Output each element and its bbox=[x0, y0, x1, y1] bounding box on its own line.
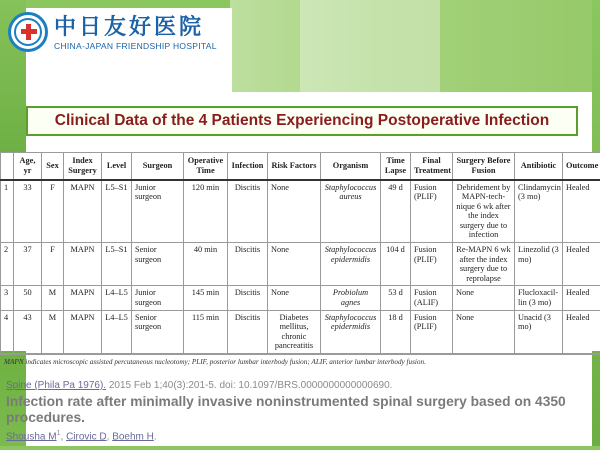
table-cell: Junior surgeon bbox=[132, 286, 184, 310]
table-cell: Probiolum agnes bbox=[321, 286, 381, 310]
table-cell: MAPN bbox=[64, 243, 102, 286]
table-cell: 33 bbox=[14, 180, 42, 243]
author-affiliation: 1 bbox=[56, 430, 61, 437]
column-header: Risk Factors bbox=[268, 153, 321, 180]
hospital-cross-emblem-icon bbox=[8, 12, 48, 52]
table-cell: Senior surgeon bbox=[132, 243, 184, 286]
author-separator: , bbox=[60, 431, 67, 443]
table-cell: Staphylococcus epidermidis bbox=[321, 310, 381, 353]
column-header: Time Lapse bbox=[381, 153, 411, 180]
table-cell: Debridement by MAPN-tech-nique 6 wk after the index surgery due to infection bbox=[453, 180, 515, 243]
table-cell: L4–L5 bbox=[102, 286, 132, 310]
table-cell: Senior surgeon bbox=[132, 310, 184, 353]
column-header bbox=[1, 153, 14, 180]
table-cell: Fusion (ALIF) bbox=[411, 286, 453, 310]
slide-title-box bbox=[26, 106, 578, 136]
data-table bbox=[0, 152, 600, 354]
column-header: Final Treatment bbox=[411, 153, 453, 180]
author-separator: , bbox=[106, 431, 113, 443]
table-cell: 37 bbox=[14, 243, 42, 286]
column-header: Outcome bbox=[563, 153, 600, 180]
table-cell: M bbox=[42, 286, 64, 310]
table-header-row bbox=[1, 153, 600, 180]
table-footnote: MAPN indicates microscopic assisted percutaneous nucleotomy; PLIF, posterior lumbar interbody fusion; ALIF, anterior lumbar interbody fusion. bbox=[0, 354, 600, 369]
table-cell: Linezolid (3 mo) bbox=[515, 243, 563, 286]
table-cell: Clindamycin (3 mo) bbox=[515, 180, 563, 243]
table-cell: Staphylococcus aureus bbox=[321, 180, 381, 243]
header-band-highlight bbox=[300, 0, 440, 92]
table-cell: None bbox=[268, 286, 321, 310]
citation-authors bbox=[6, 430, 586, 442]
table-cell: Diabetes mellitus, chronic pancreatitis bbox=[268, 310, 321, 353]
table-cell: 1 bbox=[1, 180, 14, 243]
column-header: Surgery Before Fusion bbox=[453, 153, 515, 180]
column-header: Index Surgery bbox=[64, 153, 102, 180]
column-header: Operative Time bbox=[184, 153, 228, 180]
table-cell: None bbox=[268, 243, 321, 286]
table-cell: MAPN bbox=[64, 286, 102, 310]
table-cell: Staphylococcus epidermidis bbox=[321, 243, 381, 286]
table-cell: Healed bbox=[563, 286, 600, 310]
table-cell: Unacid (3 mo) bbox=[515, 310, 563, 353]
table-cell: Flucloxacil-lin (3 mo) bbox=[515, 286, 563, 310]
table-cell: 145 min bbox=[184, 286, 228, 310]
citation-journal-line bbox=[6, 380, 586, 391]
author-link[interactable]: Shousha M bbox=[6, 431, 57, 443]
table-cell: F bbox=[42, 180, 64, 243]
journal-link[interactable]: Spine (Phila Pa 1976). bbox=[6, 380, 107, 391]
author-link[interactable]: Boehm H bbox=[112, 431, 154, 443]
clinical-data-table bbox=[0, 152, 600, 366]
column-header: Surgeon bbox=[132, 153, 184, 180]
table-cell: L5–S1 bbox=[102, 243, 132, 286]
table-cell: 2 bbox=[1, 243, 14, 286]
table-cell: 43 bbox=[14, 310, 42, 353]
table-cell: 50 bbox=[14, 286, 42, 310]
table-cell: 49 d bbox=[381, 180, 411, 243]
table-cell: Discitis bbox=[228, 243, 268, 286]
hospital-name-en: CHINA-JAPAN FRIENDSHIP HOSPITAL bbox=[54, 40, 217, 51]
table-cell: None bbox=[453, 310, 515, 353]
table-cell: Fusion (PLIF) bbox=[411, 243, 453, 286]
table-cell: 18 d bbox=[381, 310, 411, 353]
citation-block bbox=[6, 380, 586, 442]
table-cell: 53 d bbox=[381, 286, 411, 310]
table-cell: MAPN bbox=[64, 310, 102, 353]
citation-title: Infection rate after minimally invasive noninstrumented spinal surgery based on 4350 procedures. bbox=[6, 394, 566, 425]
table-cell: 104 d bbox=[381, 243, 411, 286]
slide-frame-bottom bbox=[0, 446, 600, 450]
column-header: Sex bbox=[42, 153, 64, 180]
table-row bbox=[1, 310, 600, 353]
journal-details: 2015 Feb 1;40(3):201-5. doi: 10.1097/BRS.0000000000000690. bbox=[106, 380, 393, 391]
table-cell: Discitis bbox=[228, 180, 268, 243]
table-cell: F bbox=[42, 243, 64, 286]
table-cell: 4 bbox=[1, 310, 14, 353]
slide-title: Clinical Data of the 4 Patients Experiencing Postoperative Infection bbox=[54, 112, 550, 129]
column-header: Organism bbox=[321, 153, 381, 180]
table-cell: Fusion (PLIF) bbox=[411, 180, 453, 243]
table-cell: L4–L5 bbox=[102, 310, 132, 353]
table-cell: 40 min bbox=[184, 243, 228, 286]
logo-text bbox=[54, 14, 217, 51]
table-cell: None bbox=[453, 286, 515, 310]
column-header: Antibiotic bbox=[515, 153, 563, 180]
table-cell: M bbox=[42, 310, 64, 353]
table-cell: MAPN bbox=[64, 180, 102, 243]
table-cell: Healed bbox=[563, 243, 600, 286]
table-cell: None bbox=[268, 180, 321, 243]
table-cell: 115 min bbox=[184, 310, 228, 353]
column-header: Infection bbox=[228, 153, 268, 180]
table-cell: 3 bbox=[1, 286, 14, 310]
hospital-name-cn: 中日友好医院 bbox=[54, 13, 205, 40]
table-cell: Discitis bbox=[228, 286, 268, 310]
table-row bbox=[1, 243, 600, 286]
column-header: Level bbox=[102, 153, 132, 180]
column-header: Age, yr bbox=[14, 153, 42, 180]
table-cell: Re-MAPN 6 wk after the index surgery due to reprolapse bbox=[453, 243, 515, 286]
author-link[interactable]: Cirovic D bbox=[66, 431, 107, 443]
author-end: . bbox=[153, 431, 157, 443]
hospital-logo bbox=[8, 12, 217, 52]
table-cell: Healed bbox=[563, 180, 600, 243]
table-cell: Healed bbox=[563, 310, 600, 353]
table-cell: 120 min bbox=[184, 180, 228, 243]
table-cell: Discitis bbox=[228, 310, 268, 353]
table-row bbox=[1, 180, 600, 243]
table-cell: Junior surgeon bbox=[132, 180, 184, 243]
table-row bbox=[1, 286, 600, 310]
table-cell: Fusion (PLIF) bbox=[411, 310, 453, 353]
table-cell: L5–S1 bbox=[102, 180, 132, 243]
